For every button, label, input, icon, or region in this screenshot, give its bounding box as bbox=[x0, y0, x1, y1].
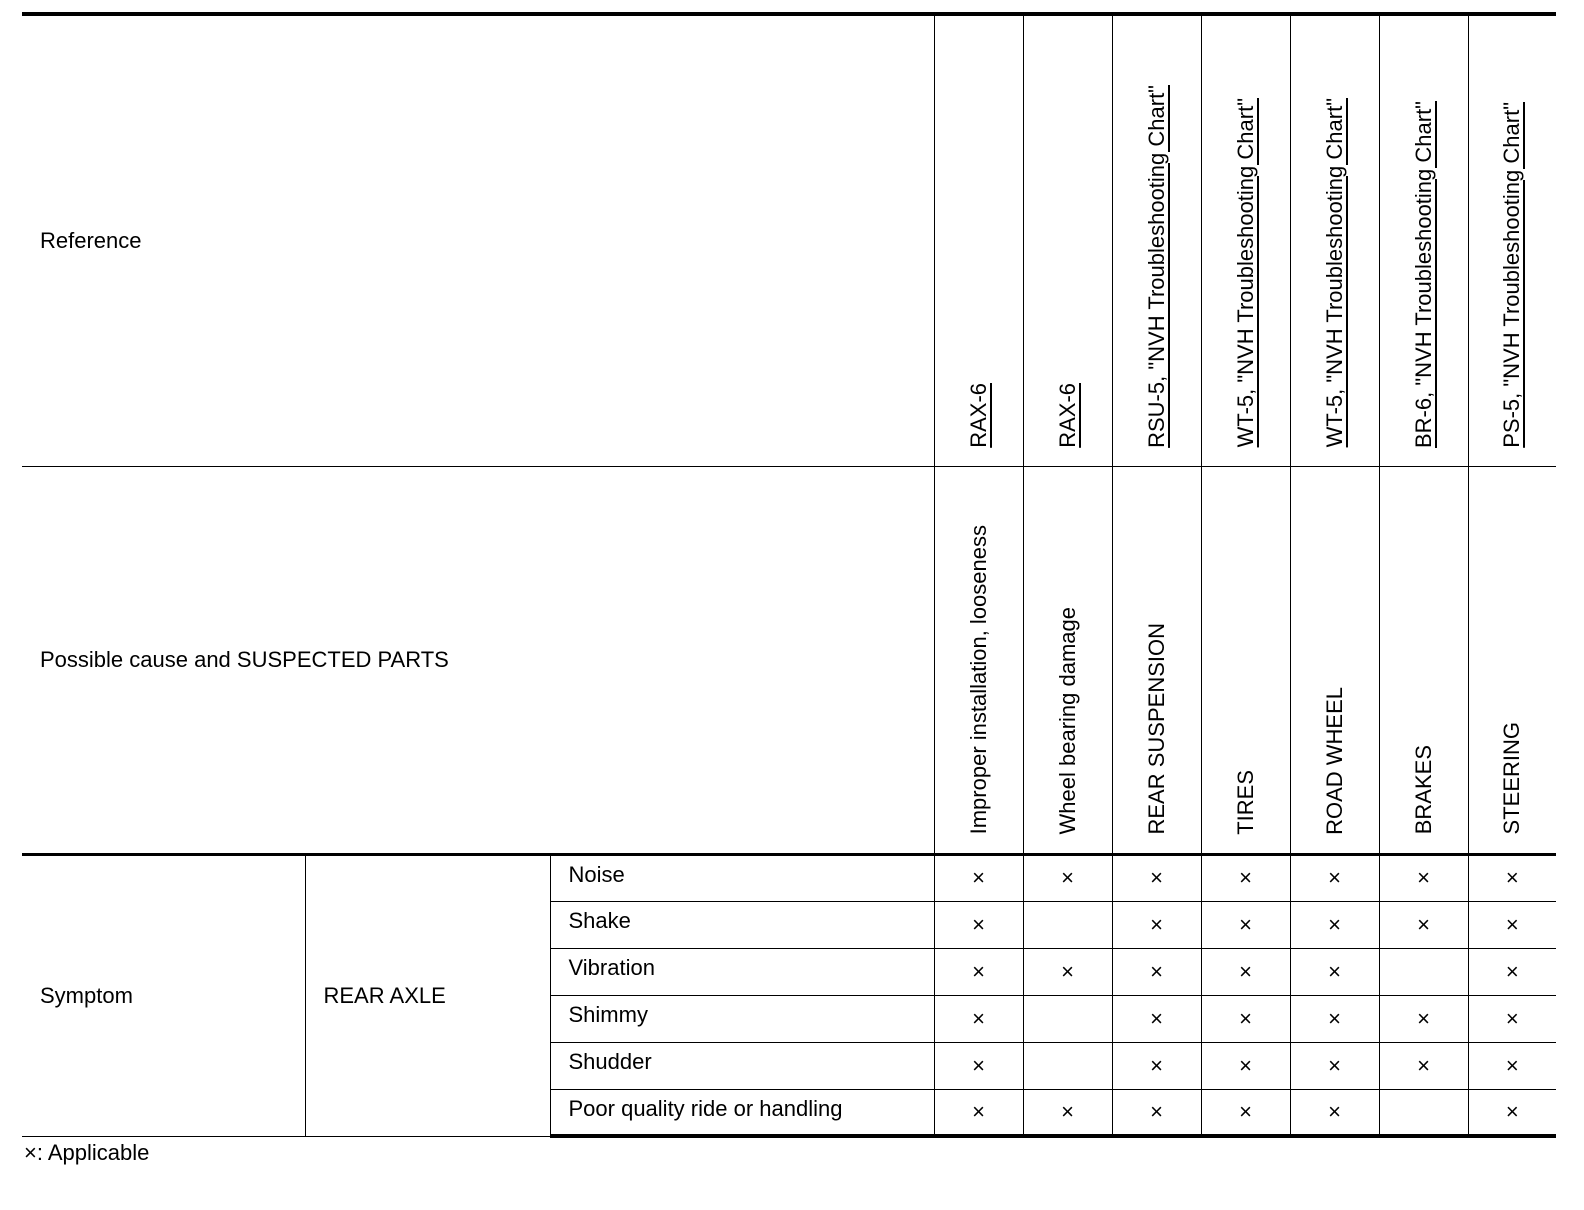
applicable-mark: × bbox=[1290, 948, 1379, 995]
reference-row bbox=[22, 14, 1556, 466]
applicable-mark: × bbox=[1290, 995, 1379, 1042]
applicable-mark: × bbox=[1379, 995, 1468, 1042]
part-cell bbox=[934, 466, 1023, 854]
part-cell bbox=[1023, 466, 1112, 854]
applicable-mark: × bbox=[1201, 995, 1290, 1042]
applicable-mark: × bbox=[1201, 1089, 1290, 1136]
reference-cell bbox=[1201, 14, 1290, 466]
reference-link[interactable]: WT-5, "NVH Troubleshooting Chart" bbox=[1232, 98, 1258, 448]
part-label: REAR SUSPENSION bbox=[1143, 623, 1169, 835]
nvh-troubleshooting-table bbox=[22, 12, 1556, 1138]
reference-link[interactable]: RAX-6 bbox=[1054, 382, 1080, 448]
reference-cell bbox=[1023, 14, 1112, 466]
reference-link[interactable]: BR-6, "NVH Troubleshooting Chart" bbox=[1410, 100, 1436, 448]
symptom-label: Symptom bbox=[22, 854, 305, 1136]
applicable-mark: × bbox=[1112, 995, 1201, 1042]
applicable-mark: × bbox=[1468, 1042, 1556, 1089]
applicable-mark: × bbox=[1290, 1042, 1379, 1089]
applicable-mark: × bbox=[1468, 1089, 1556, 1136]
applicable-mark: × bbox=[934, 901, 1023, 948]
applicable-mark: × bbox=[1023, 948, 1112, 995]
applicable-mark bbox=[1379, 1089, 1468, 1136]
reference-cell bbox=[1112, 14, 1201, 466]
component-label: REAR AXLE bbox=[305, 854, 550, 1136]
applicable-mark: × bbox=[934, 1042, 1023, 1089]
symptom-row bbox=[22, 854, 1556, 901]
part-label: STEERING bbox=[1499, 722, 1525, 835]
reference-label: Reference bbox=[22, 14, 934, 466]
reference-link[interactable]: RSU-5, "NVH Troubleshooting Chart" bbox=[1143, 84, 1169, 448]
symptom-name: Poor quality ride or handling bbox=[550, 1089, 934, 1136]
applicable-mark: × bbox=[1468, 854, 1556, 901]
applicable-mark: × bbox=[1290, 901, 1379, 948]
applicable-mark: × bbox=[934, 948, 1023, 995]
reference-link[interactable]: PS-5, "NVH Troubleshooting Chart" bbox=[1499, 101, 1525, 448]
symptom-name: Vibration bbox=[550, 948, 934, 995]
applicable-mark: × bbox=[1023, 1089, 1112, 1136]
reference-link[interactable]: RAX-6 bbox=[965, 382, 991, 448]
applicable-mark: × bbox=[1112, 901, 1201, 948]
applicable-mark: × bbox=[1112, 854, 1201, 901]
legend: ×: Applicable bbox=[24, 1140, 150, 1165]
applicable-mark: × bbox=[1112, 1042, 1201, 1089]
applicable-mark bbox=[1379, 948, 1468, 995]
part-label: Improper installation, looseness bbox=[965, 525, 991, 835]
applicable-mark: × bbox=[1468, 995, 1556, 1042]
part-label: BRAKES bbox=[1410, 745, 1436, 835]
applicable-mark: × bbox=[934, 854, 1023, 901]
suspected-parts-row bbox=[22, 466, 1556, 854]
reference-cell bbox=[1290, 14, 1379, 466]
cause-label: Possible cause and SUSPECTED PARTS bbox=[22, 466, 934, 854]
part-cell bbox=[1468, 466, 1556, 854]
reference-cell bbox=[1468, 14, 1556, 466]
part-cell bbox=[1290, 466, 1379, 854]
symptom-name: Noise bbox=[550, 854, 934, 901]
applicable-mark: × bbox=[934, 995, 1023, 1042]
applicable-mark: × bbox=[1290, 1089, 1379, 1136]
symptom-name: Shimmy bbox=[550, 995, 934, 1042]
reference-cell bbox=[1379, 14, 1468, 466]
applicable-mark: × bbox=[934, 1089, 1023, 1136]
applicable-mark: × bbox=[1112, 948, 1201, 995]
applicable-mark: × bbox=[1201, 1042, 1290, 1089]
applicable-mark: × bbox=[1379, 901, 1468, 948]
applicable-mark: × bbox=[1112, 1089, 1201, 1136]
applicable-mark: × bbox=[1379, 854, 1468, 901]
applicable-mark: × bbox=[1201, 854, 1290, 901]
applicable-mark: × bbox=[1468, 948, 1556, 995]
symptom-name: Shake bbox=[550, 901, 934, 948]
applicable-mark: × bbox=[1290, 854, 1379, 901]
part-cell bbox=[1379, 466, 1468, 854]
applicable-mark: × bbox=[1201, 948, 1290, 995]
applicable-mark bbox=[1023, 1042, 1112, 1089]
part-label: Wheel bearing damage bbox=[1054, 607, 1080, 835]
applicable-mark: × bbox=[1023, 854, 1112, 901]
applicable-mark bbox=[1023, 995, 1112, 1042]
applicable-mark: × bbox=[1379, 1042, 1468, 1089]
reference-link[interactable]: WT-5, "NVH Troubleshooting Chart" bbox=[1321, 98, 1347, 448]
part-cell bbox=[1201, 466, 1290, 854]
part-label: TIRES bbox=[1232, 769, 1258, 835]
symptom-name: Shudder bbox=[550, 1042, 934, 1089]
applicable-mark: × bbox=[1468, 901, 1556, 948]
part-label: ROAD WHEEL bbox=[1321, 686, 1347, 835]
reference-cell bbox=[934, 14, 1023, 466]
applicable-mark bbox=[1023, 901, 1112, 948]
applicable-mark: × bbox=[1201, 901, 1290, 948]
part-cell bbox=[1112, 466, 1201, 854]
